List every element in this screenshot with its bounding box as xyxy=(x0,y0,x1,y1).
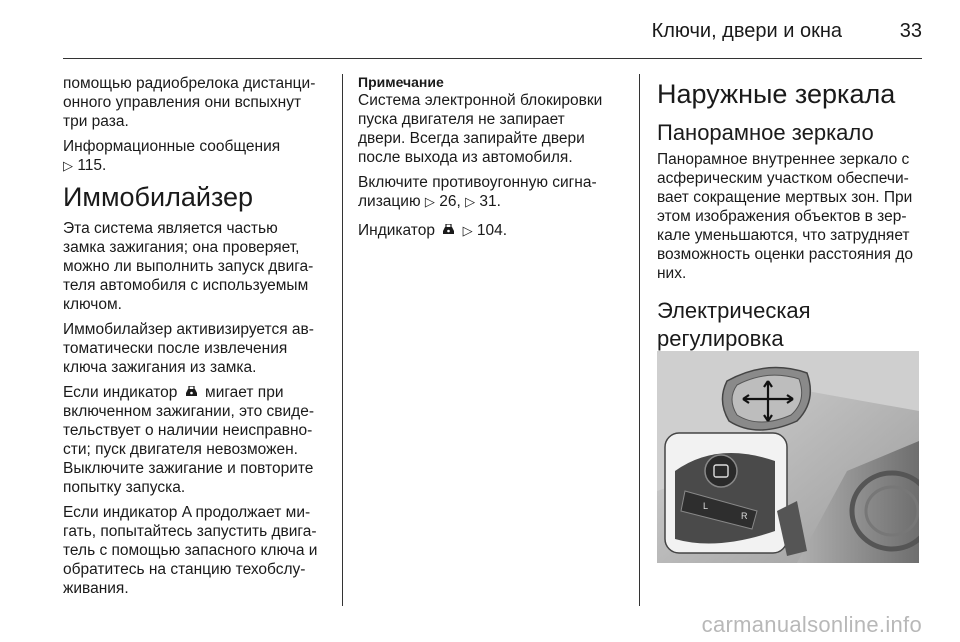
text-line: двери. Всегда запирайте двери xyxy=(358,130,585,147)
text-line: вает сокращение мертвых зон. При xyxy=(657,189,913,206)
page-header xyxy=(0,0,960,62)
text-line: пуска двигателя не запирает xyxy=(358,111,565,128)
page-link[interactable]: 26, xyxy=(439,193,461,210)
header-rule xyxy=(63,58,922,59)
ref-arrow-icon: ▷ xyxy=(63,158,73,173)
text-line: теля автомобиля с используемым xyxy=(63,277,309,294)
text-line: Если индикатор A продолжает ми- xyxy=(63,504,311,521)
page-number: 33 xyxy=(899,20,922,42)
text-fragment: мигает при xyxy=(205,384,284,401)
ref-arrow-icon: ▷ xyxy=(424,194,435,209)
immobilizer-paragraph-4 xyxy=(63,503,335,598)
column-right xyxy=(657,78,922,353)
immobilizer-indicator-icon xyxy=(442,224,455,236)
text-line: томатически после извлечения xyxy=(63,340,288,357)
text-line: тель с помощью запасного ключа и xyxy=(63,542,318,559)
text-line: сти; пуск двигателя невозможен. xyxy=(63,441,298,458)
text-line: Эта система является частью xyxy=(63,220,278,237)
electric-adjustment-heading xyxy=(657,297,922,353)
text-line: ключа зажигания из замка. xyxy=(63,359,257,376)
immobilizer-paragraph-2 xyxy=(63,320,335,377)
page-link[interactable]: 104. xyxy=(476,222,508,239)
text-line: обратитесь на станцию техобслу- xyxy=(63,561,306,578)
messages-reference xyxy=(63,137,335,175)
text-line: Информационные сообщения xyxy=(63,138,281,155)
immobilizer-paragraph-3 xyxy=(63,383,335,497)
mirror-switch-illustration xyxy=(657,351,919,563)
text-line: Выключите зажигание и повторите xyxy=(63,460,314,477)
panoramic-mirror-heading: Панорамное зеркало xyxy=(657,120,874,145)
svg-text:L: L xyxy=(703,501,709,511)
note-paragraph xyxy=(358,91,626,167)
text-line: них. xyxy=(657,265,687,282)
immobilizer-indicator-icon xyxy=(185,386,198,398)
page-link[interactable]: 115. xyxy=(77,157,107,174)
text-line: включенном зажигании, это свиде- xyxy=(63,403,314,420)
text-line: можно ли выполнить запуск двига- xyxy=(63,258,314,275)
column-divider-2 xyxy=(639,74,640,606)
svg-text:R: R xyxy=(741,511,748,521)
text-line: Панорамное внутреннее зеркало с xyxy=(657,151,910,168)
text-line: гать, попытайтесь запустить двига- xyxy=(63,523,317,540)
text-line: этом изображения объектов в зер- xyxy=(657,208,907,225)
ref-arrow-icon: ▷ xyxy=(465,194,476,209)
text-line: асферическим участком обеспечи- xyxy=(657,170,909,187)
immobilizer-heading: Иммобилайзер xyxy=(63,182,254,212)
indicator-reference xyxy=(358,221,626,240)
text-line: Электрическая xyxy=(657,298,811,323)
text-line: кале уменьшаются, что затрудняет xyxy=(657,227,910,244)
immobilizer-paragraph-1 xyxy=(63,219,335,314)
column-divider-1 xyxy=(342,74,343,606)
text-line: тельствует о наличии неисправно- xyxy=(63,422,313,439)
text-line: регулировка xyxy=(657,326,784,351)
text-fragment: Если индикатор xyxy=(63,384,178,401)
note-paragraph-2 xyxy=(358,173,626,211)
text-line: ключом. xyxy=(63,296,122,313)
ref-arrow-icon: ▷ xyxy=(462,223,473,238)
text-line: три раза. xyxy=(63,113,129,130)
panoramic-paragraph xyxy=(657,150,922,283)
text-line: Включите противоугонную сигна- xyxy=(358,174,597,191)
text-line: возможность оценки расстояния до xyxy=(657,246,914,263)
text-fragment: лизацию xyxy=(358,193,421,210)
text-line: Система электронной блокировки xyxy=(358,92,603,109)
text-fragment: Индикатор xyxy=(358,222,435,239)
watermark: carmanualsonline.info xyxy=(701,612,922,637)
header-title: Ключи, двери и окна xyxy=(651,20,842,42)
page-link[interactable]: 31. xyxy=(479,193,501,210)
text-line: онного управления они вспыхнут xyxy=(63,94,302,111)
note-title: Примечание xyxy=(358,74,444,90)
text-line: после выхода из автомобиля. xyxy=(358,149,573,166)
column-middle xyxy=(358,74,626,246)
exterior-mirrors-heading: Наружные зеркала xyxy=(657,79,896,109)
text-line: живания. xyxy=(63,580,129,597)
text-line: помощью радиобрелока дистанци- xyxy=(63,75,316,92)
intro-paragraph xyxy=(63,74,335,131)
column-left xyxy=(63,74,335,604)
text-line: Иммобилайзер активизируется ав- xyxy=(63,321,314,338)
text-line: попытку запуска. xyxy=(63,479,186,496)
text-line: замка зажигания; она проверяет, xyxy=(63,239,300,256)
